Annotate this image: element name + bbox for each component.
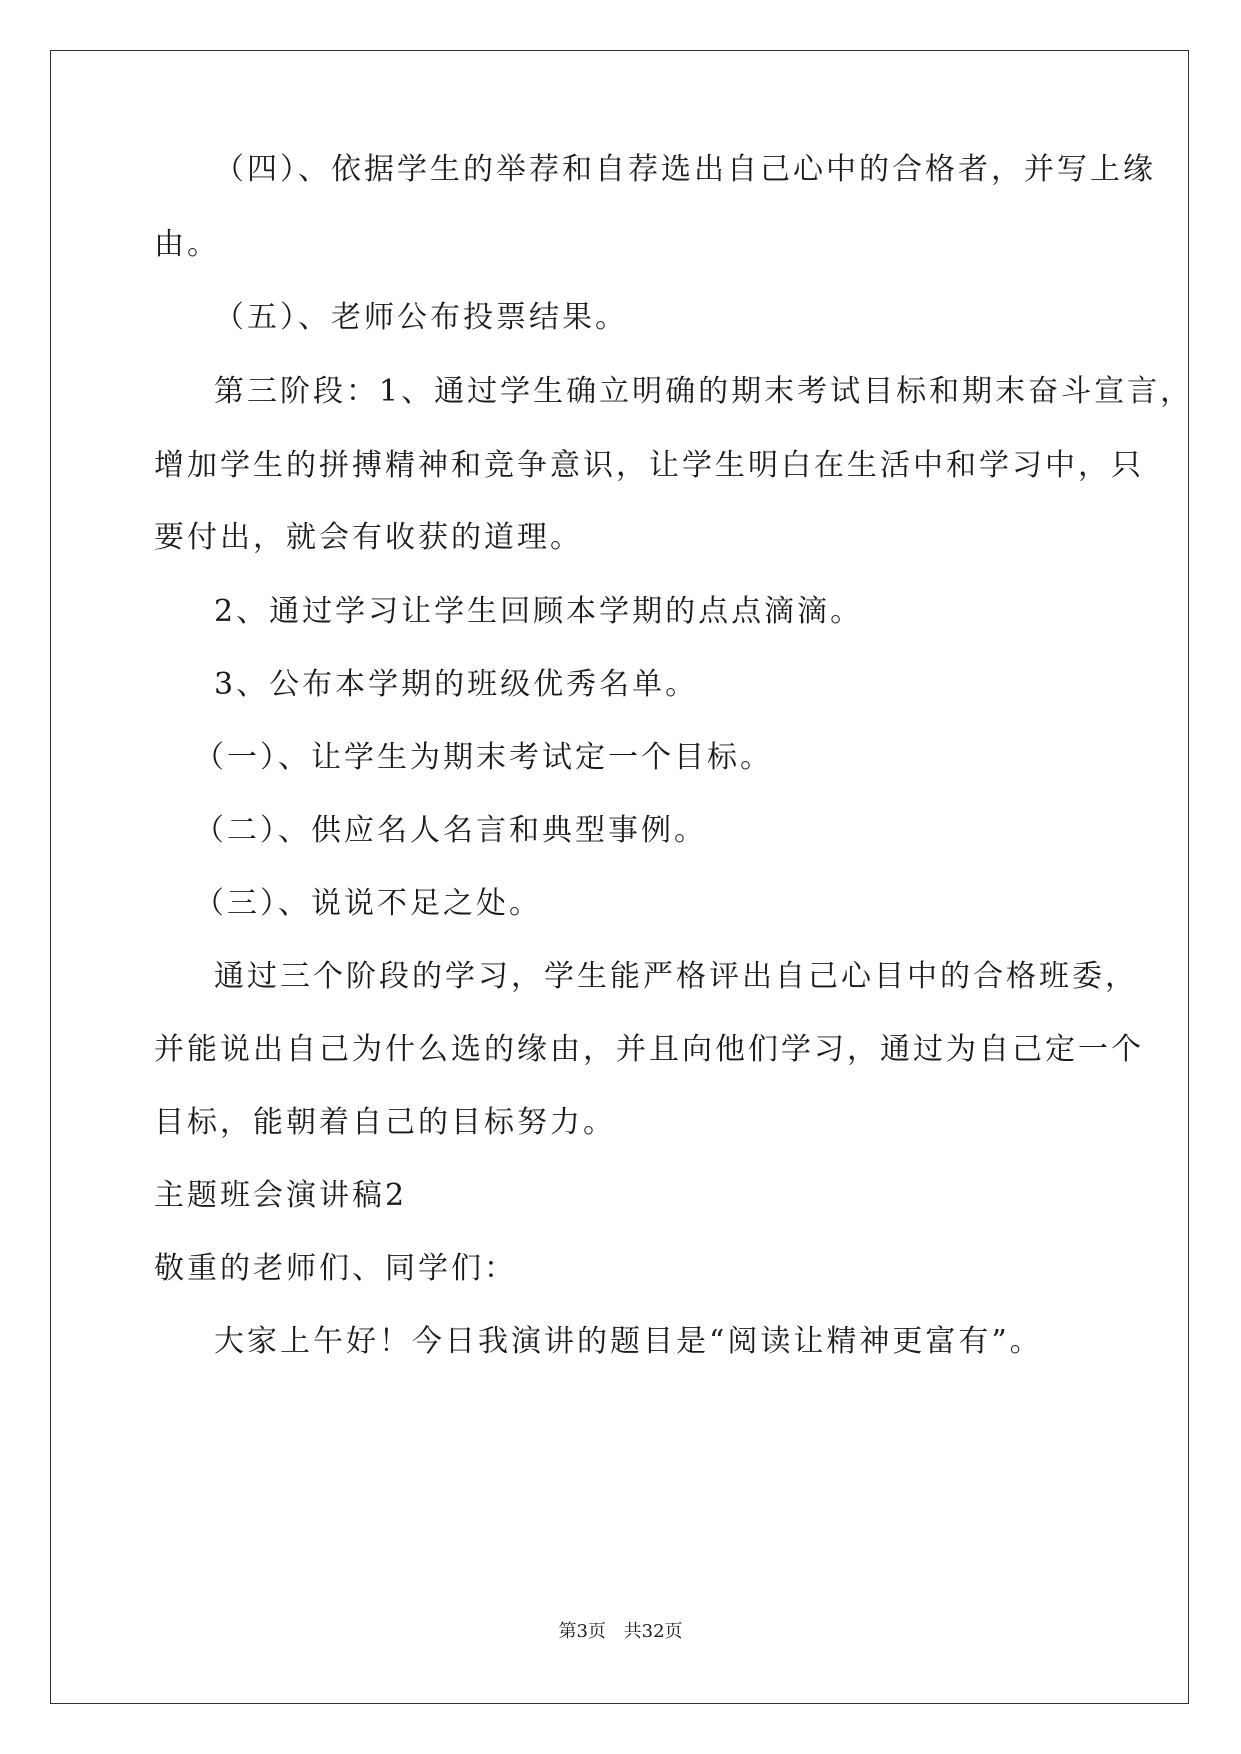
paragraph-line: 目标，能朝着自己的目标努力。 xyxy=(154,1105,616,1140)
paragraph-line: 并能说出自己为什么选的缘由，并且向他们学习，通过为自己定一个 xyxy=(154,1032,1144,1067)
paragraph-line: （一）、让学生为期末考试定一个目标。 xyxy=(194,740,773,775)
page-number: 第3页 xyxy=(558,1621,606,1642)
page-footer xyxy=(0,1620,1241,1644)
salutation: 敬重的老师们、同学们： xyxy=(154,1251,517,1286)
paragraph-line: 增加学生的拼搏精神和竞争意识，让学生明白在生活中和学习中，只 xyxy=(154,448,1144,483)
paragraph-line: 由。 xyxy=(154,227,220,262)
paragraph-line: （三）、说说不足之处。 xyxy=(194,886,542,921)
paragraph-line: 2、通过学习让学生回顾本学期的点点滴滴。 xyxy=(214,594,864,629)
paragraph-line: 3、公布本学期的班级优秀名单。 xyxy=(214,667,699,702)
page-total: 共32页 xyxy=(623,1621,683,1642)
paragraph-line: （二）、供应名人名言和典型事例。 xyxy=(194,813,707,848)
paragraph-line: 第三阶段：1、通过学生确立明确的期末考试目标和期末奋斗宣言， xyxy=(214,374,1194,409)
paragraph-line: 要付出，就会有收获的道理。 xyxy=(154,520,583,555)
paragraph-line: 大家上午好！今日我演讲的题目是“阅读让精神更富有”。 xyxy=(214,1324,1043,1359)
paragraph-line: （五）、老师公布投票结果。 xyxy=(214,300,628,335)
paragraph-line: （四）、依据学生的举荐和自荐选出自己心中的合格者，并写上缘 xyxy=(214,152,1156,187)
section-heading: 主题班会演讲稿2 xyxy=(154,1178,408,1213)
paragraph-line: 通过三个阶段的学习，学生能严格评出自己心目中的合格班委， xyxy=(214,959,1138,994)
